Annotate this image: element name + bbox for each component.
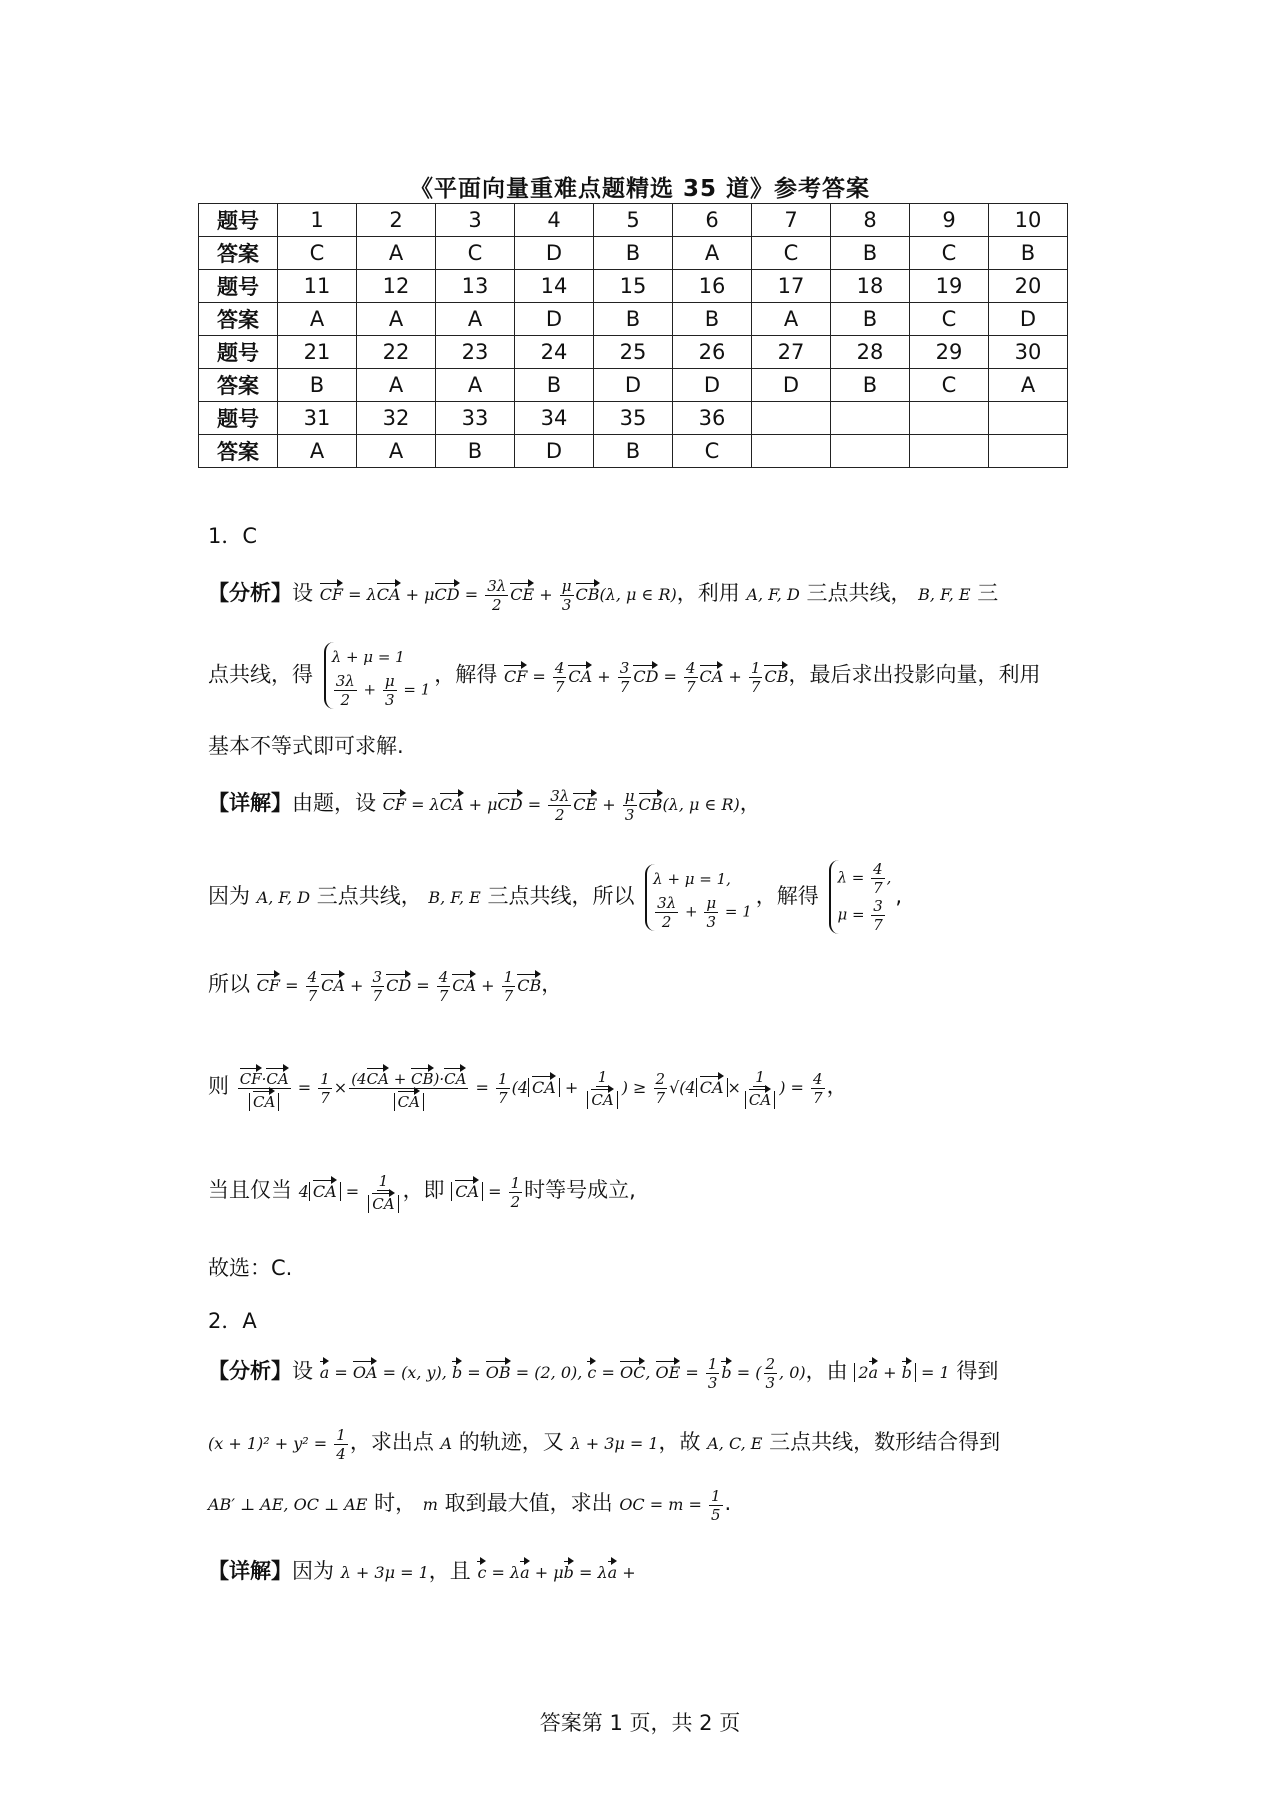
question-number-cell: 25 <box>594 336 673 369</box>
question-number-cell: 15 <box>594 270 673 303</box>
text: 三点共线，数形结合得到 <box>769 1430 1001 1454</box>
question-number-cell: 8 <box>831 204 910 237</box>
q1-detail-line-4: 则 $\frac{CF\cdot CA}{CA}$ = $\frac{1}{7}$ × $\frac{(4CA + CB)\cdot CA}{CA}$ = $\frac{1}{7}$ (4 CA + $\frac{1}{CA}$ ) ≥ $\frac{2}{7}$ √(4 CA × $\frac{1}{CA}$ ) = $\frac{4}{7}$ ， <box>208 1068 848 1111</box>
formula: B, F, E <box>918 585 971 604</box>
text: ，由 <box>805 1359 848 1383</box>
formula: CF = λCA + μCD = $\frac{3\lambda}{2}$ CE + $\frac{\mu}{3}$ CB(λ, μ ∈ R) <box>319 577 677 614</box>
question-number-row <box>199 336 1068 369</box>
formula: λ + 3μ = 1 <box>570 1434 659 1453</box>
q2-analysis-line-3: AB′ ⊥ AE, OC ⊥ AE 时， m 取到最大值，求出 OC = m = $\frac{1}{5}$ . <box>208 1487 732 1524</box>
answer-cell: A <box>278 435 357 468</box>
answer-cell: A <box>357 435 436 468</box>
detail-tag: 【详解】 <box>208 791 292 815</box>
answer-cell: A <box>673 237 752 270</box>
text: ，且 <box>428 1559 471 1583</box>
answer-cell: D <box>752 369 831 402</box>
question-number-cell: 29 <box>910 336 989 369</box>
row-header: 题号 <box>199 336 278 369</box>
question-number-cell: 31 <box>278 402 357 435</box>
formula: AB′ ⊥ AE, OC ⊥ AE <box>208 1495 368 1514</box>
formula: B, F, E <box>428 888 481 907</box>
question-number-cell: 28 <box>831 336 910 369</box>
answer-cell: A <box>436 369 515 402</box>
formula: A <box>440 1434 453 1453</box>
question-number-cell: 10 <box>989 204 1068 237</box>
formula: OC = m = $\frac{1}{5}$ <box>619 1487 721 1524</box>
q1-conclusion: 故选：C. <box>208 1256 293 1280</box>
text: 三点共线， <box>806 581 912 605</box>
answer-cell: B <box>594 303 673 336</box>
text: 三点共线， <box>316 884 422 908</box>
answer-cell: A <box>752 303 831 336</box>
q1-detail-line-3: 所以 CF = $\frac{4}{7}$ CA + $\frac{3}{7}$ CD = $\frac{4}{7}$ CA + $\frac{1}{7}$ CB， <box>208 968 563 1005</box>
question-number-cell: 5 <box>594 204 673 237</box>
row-header: 题号 <box>199 402 278 435</box>
text: 设 <box>292 1359 313 1383</box>
analysis-tag: 【分析】 <box>208 581 292 605</box>
answer-cell: D <box>515 237 594 270</box>
q2-detail-line-1 <box>208 1555 636 1585</box>
text: 因为 <box>208 884 250 908</box>
q2-analysis-line-2 <box>208 1426 1000 1463</box>
answer-row <box>199 435 1068 468</box>
answer-row <box>199 369 1068 402</box>
answer-cell: B <box>515 369 594 402</box>
formula: CF = λCA + μCD = $\frac{3\lambda}{2}$ CE + $\frac{\mu}{3}$ CB(λ, μ ∈ R) <box>382 787 740 824</box>
q1-analysis-line-1 <box>208 577 998 614</box>
row-header: 题号 <box>199 204 278 237</box>
q2-heading: 2．A <box>208 1309 257 1333</box>
answer-cell: D <box>515 303 594 336</box>
question-number-cell: 34 <box>515 402 594 435</box>
answer-cell: D <box>673 369 752 402</box>
answer-cell: A <box>989 369 1068 402</box>
question-number-cell: 7 <box>752 204 831 237</box>
text: ，即 <box>402 1178 445 1202</box>
q1-analysis-line-2 <box>208 642 1040 709</box>
text: ，最后求出投影向量，利用 <box>788 662 1041 687</box>
text: ，解得 <box>755 884 819 908</box>
question-number-cell: 19 <box>910 270 989 303</box>
answer-cell: D <box>515 435 594 468</box>
question-number-cell: 3 <box>436 204 515 237</box>
row-header: 答案 <box>199 435 278 468</box>
question-number-cell: 24 <box>515 336 594 369</box>
question-number-cell <box>910 402 989 435</box>
q2-analysis-line-1 <box>208 1355 998 1392</box>
question-number-cell: 2 <box>357 204 436 237</box>
answer-cell: C <box>752 237 831 270</box>
question-number-cell: 9 <box>910 204 989 237</box>
answer-cell: B <box>594 435 673 468</box>
text: 当且仅当 <box>208 1178 292 1202</box>
formula: CA = $\frac{1}{2}$ <box>451 1182 524 1201</box>
equation-system: λ + μ = 1 $\frac{3\lambda}{2}$ + $\frac{\mu}{3}$ = 1 <box>324 642 431 709</box>
formula: λ + 3μ = 1 <box>340 1563 429 1582</box>
question-number-cell: 35 <box>594 402 673 435</box>
answer-cell: B <box>831 369 910 402</box>
question-number-cell: 21 <box>278 336 357 369</box>
text: 得到 <box>956 1359 999 1383</box>
text: 三 <box>977 581 999 605</box>
question-number-cell: 12 <box>357 270 436 303</box>
answer-cell: A <box>357 369 436 402</box>
page-footer: 答案第 1 页，共 2 页 <box>539 1711 741 1735</box>
question-number-cell: 26 <box>673 336 752 369</box>
text: 所以 <box>208 972 250 996</box>
detail-tag: 【详解】 <box>208 1559 292 1583</box>
question-number-cell: 32 <box>357 402 436 435</box>
answer-cell: B <box>831 237 910 270</box>
question-number-row <box>199 270 1068 303</box>
formula: A, F, D <box>746 585 800 604</box>
answer-cell: C <box>910 369 989 402</box>
text: 点共线，得 <box>208 662 313 687</box>
question-number-cell: 16 <box>673 270 752 303</box>
row-header: 答案 <box>199 369 278 402</box>
answer-cell: B <box>989 237 1068 270</box>
answer-cell <box>831 435 910 468</box>
formula: A, C, E <box>707 1434 763 1453</box>
question-number-cell: 18 <box>831 270 910 303</box>
analysis-tag: 【分析】 <box>208 1359 292 1383</box>
answer-table <box>198 203 1068 468</box>
formula: 4 CA = $\frac{1}{CA}$ <box>299 1182 403 1201</box>
question-number-cell: 17 <box>752 270 831 303</box>
answer-cell: C <box>910 303 989 336</box>
answer-cell: C <box>910 237 989 270</box>
formula: CF = $\frac{4}{7}$ CA + $\frac{3}{7}$ CD = $\frac{4}{7}$ CA + $\frac{1}{7}$ CB <box>256 968 542 1005</box>
question-number-cell: 30 <box>989 336 1068 369</box>
answer-cell: C <box>673 435 752 468</box>
q1-detail-line-1: 【详解】由题，设 CF = λCA + μCD = $\frac{3\lambda}{2}$ CE + $\frac{\mu}{3}$ CB(λ, μ ∈ R)， <box>208 787 761 824</box>
question-number-cell <box>831 402 910 435</box>
formula: c = λa + μb = λa + <box>477 1563 635 1582</box>
answer-cell: A <box>278 303 357 336</box>
question-number-cell: 36 <box>673 402 752 435</box>
solution-system: λ = $\frac{4}{7}$ , μ = $\frac{3}{7}$ <box>829 860 891 934</box>
answer-cell <box>752 435 831 468</box>
text: 由题，设 <box>292 791 376 815</box>
question-number-row <box>199 204 1068 237</box>
answer-row <box>199 303 1068 336</box>
answer-cell: A <box>357 237 436 270</box>
formula: m <box>422 1495 438 1514</box>
answer-cell: B <box>673 303 752 336</box>
formula: 2a + b = 1 <box>854 1363 949 1382</box>
text: 的轨迹，又 <box>458 1430 564 1454</box>
formula: A, F, D <box>256 888 311 907</box>
text: 取到最大值，求出 <box>444 1491 613 1515</box>
text: 设 <box>292 581 313 605</box>
answer-cell: A <box>357 303 436 336</box>
question-number-row <box>199 402 1068 435</box>
question-number-cell: 20 <box>989 270 1068 303</box>
question-number-cell: 13 <box>436 270 515 303</box>
answer-cell <box>989 435 1068 468</box>
formula: CF = $\frac{4}{7}$ CA + $\frac{3}{7}$ CD = $\frac{4}{7}$ CA + $\frac{1}{7}$ CB <box>503 658 789 696</box>
q1-analysis-line-3: 基本不等式即可求解. <box>208 734 404 758</box>
text: ，利用 <box>676 581 740 605</box>
q1-detail-line-2: 因为 A, F, D 三点共线， B, F, E 三点共线，所以 λ + μ = 1, $\frac{3\lambda}{2}$ + $\frac{\mu}{3}$ = 1 ，解得 λ = $\frac{4}{7}$ , μ = $\frac{3}{7}$ , <box>208 860 903 934</box>
question-number-cell: 6 <box>673 204 752 237</box>
text: ，解得 <box>434 662 498 687</box>
question-number-cell: 23 <box>436 336 515 369</box>
answer-cell: D <box>594 369 673 402</box>
question-number-cell: 1 <box>278 204 357 237</box>
text: ，故 <box>658 1430 701 1454</box>
text: 时， <box>374 1491 417 1515</box>
answer-cell: B <box>831 303 910 336</box>
row-header: 答案 <box>199 237 278 270</box>
page-title: 《平面向量重难点题精选 35 道》参考答案 <box>409 176 871 202</box>
answer-cell: B <box>594 237 673 270</box>
q1-heading: 1．C <box>208 524 258 548</box>
formula: (x + 1)² + y² = $\frac{1}{4}$ <box>208 1426 346 1463</box>
formula: a = OA = (x, y), b = OB = (2, 0), c = OC, OE = $\frac{1}{3}$ b = ( $\frac{2}{3}$ , 0) <box>319 1355 806 1392</box>
formula: $\frac{CF\cdot CA}{CA}$ = $\frac{1}{7}$ × $\frac{(4CA + CB)\cdot CA}{CA}$ = $\frac{1}{7}$ (4 CA + $\frac{1}{CA}$ ) ≥ $\frac{2}{7}$ √(4 CA × $\frac{1}{CA}$ ) = $\frac{4}{7}$ <box>239 1068 823 1111</box>
row-header: 答案 <box>199 303 278 336</box>
answer-cell <box>910 435 989 468</box>
answer-cell: B <box>278 369 357 402</box>
row-header: 题号 <box>199 270 278 303</box>
question-number-cell: 14 <box>515 270 594 303</box>
answer-cell: C <box>436 237 515 270</box>
answer-cell: A <box>436 303 515 336</box>
text: 三点共线，所以 <box>487 884 635 908</box>
question-number-cell <box>752 402 831 435</box>
answer-cell: B <box>436 435 515 468</box>
answer-cell: C <box>278 237 357 270</box>
question-number-cell: 27 <box>752 336 831 369</box>
equation-system: λ + μ = 1, $\frac{3\lambda}{2}$ + $\frac{\mu}{3}$ = 1 <box>645 864 752 931</box>
q1-detail-line-5 <box>208 1172 636 1213</box>
text: 则 <box>208 1074 229 1098</box>
question-number-cell: 22 <box>357 336 436 369</box>
text: 因为 <box>292 1559 334 1583</box>
question-number-cell <box>989 402 1068 435</box>
answer-cell: D <box>989 303 1068 336</box>
question-number-cell: 33 <box>436 402 515 435</box>
text: ，求出点 <box>349 1430 434 1454</box>
question-number-cell: 11 <box>278 270 357 303</box>
answer-row <box>199 237 1068 270</box>
question-number-cell: 4 <box>515 204 594 237</box>
text: 时等号成立, <box>524 1178 636 1202</box>
